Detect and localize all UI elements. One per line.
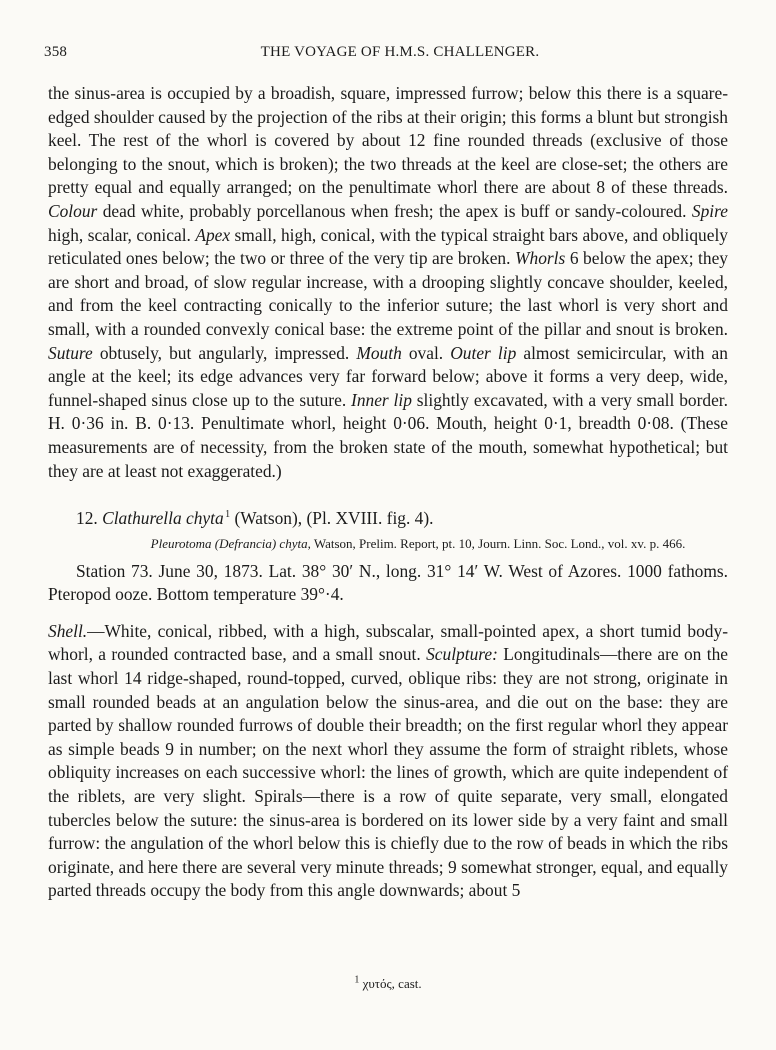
colour-label: Colour <box>48 200 98 221</box>
shell-description <box>48 620 728 903</box>
body-text <box>48 82 728 903</box>
colour-text: dead white, probably porcellanous when fresh; the apex is buff or sandy-coloured. <box>102 200 687 221</box>
page-number: 358 <box>44 44 68 60</box>
outer-lip-label: Outer lip <box>450 342 517 363</box>
inner-lip-label: Inner lip <box>351 389 412 410</box>
footnote-ref: 1 <box>225 509 231 521</box>
suture-text: obtusely, but angularly, impressed. <box>99 342 350 363</box>
footnote <box>0 976 776 992</box>
species-name: Clathurella chyta <box>102 508 224 529</box>
shell-text: —White, conical, ribbed, with a high, subscalar, small-pointed apex, a short tumid body-whorl, a rounded contracted base, and a small snout. <box>48 620 728 665</box>
sculpture-label: Sculpture: <box>426 644 498 665</box>
suture-label: Suture <box>48 342 93 363</box>
spire-label: Spire <box>691 200 728 221</box>
species-author: (Watson), (Pl. XVIII. fig. 4). <box>234 508 434 529</box>
running-title: THE VOYAGE OF H.M.S. CHALLENGER. <box>260 44 540 60</box>
whorls-text: 6 below the apex; they are short and broad, of slow regular increase, with a drooping slightly concave shoulder, keeled, and from the keel contracting conically to the inferior suture; the last whorl is very short and small, with a rounded convexly conical base: the extreme point of the pillar and snout is broken. <box>48 248 728 339</box>
sculpture-text: Longitudinals—there are on the last whorl 14 ridge-shaped, round-topped, curved, oblique ribs: they are not strong, originate in small rounded beads at an angulation below the sinus-area, and die out on the base: they are parted by shallow rounded furrows of double their breadth; on the first regular whorl they appear as simple beads 9 in number; on the next whorl they assume the form of straight riblets, whose obliquity increases on each successive whorl: the lines of growth, which are quite independent of the riblets, are very slight. Spirals—there is a row of quite separate, very small, elongated tubercles below the suture: the sinus-area is bordered on its lower side by a very faint and small furrow: the angulation of the whorl below this is chiefly due to the row of beads in which the ribs originate, and here there are several very minute threads; 9 somewhat stronger, equal, and equally parted threads occupy the body from this angle downwards; about 5 <box>48 644 728 901</box>
species-heading <box>48 507 728 531</box>
synonym-reference: Watson, Prelim. Report, pt. 10, Journ. Linn. Soc. Lond., vol. xv. p. 466. <box>313 535 686 551</box>
continuation-paragraph <box>48 82 728 483</box>
station-data: Station 73. June 30, 1873. Lat. 38° 30′ N., long. 31° 14′ W. West of Azores. 1000 fathoms. Pteropod ooze. Bottom temperature 39°·4. <box>48 560 728 605</box>
whorls-label: Whorls <box>515 248 566 269</box>
outer-lip-text: almost semicircular, with an angle at the keel; its edge advances very far forward below; above it forms a very deep, wide, funnel-shaped sinus close up to the suture. <box>48 342 728 410</box>
spire-text: high, scalar, conical. <box>48 224 191 245</box>
synonymy <box>48 535 728 552</box>
running-header <box>44 44 726 61</box>
inner-lip-text: slightly excavated, with a very small border. H. 0·36 in. B. 0·13. Penultimate whorl, height 0·06. Mouth, height 0·1, breadth 0·08. (These measurements are of necessity, from the broken state of the mouth, somewhat hypothetical; but they are at least not exaggerated.) <box>48 389 728 481</box>
mouth-text: oval. <box>408 342 444 363</box>
paragraph-text: the sinus-area is occupied by a broadish, square, impressed furrow; below this there is a square-edged shoulder caused by the projection of the ribs at their origin; this forms a blunt but strongish keel. The rest of the whorl is covered by about 12 fine rounded threads (exclusive of those belonging to the snout, which is broken); the two threads at the keel are close-set; the others are pretty equal and equally arranged; on the penultimate whorl there are about 8 of these threads. <box>48 83 728 198</box>
footnote-text: χυτός, cast. <box>362 976 422 991</box>
apex-label: Apex <box>195 224 231 245</box>
mouth-label: Mouth <box>356 342 402 363</box>
footnote-mark: 1 <box>354 974 360 986</box>
species-number: 12. <box>76 508 98 529</box>
synonym-name: Pleurotoma (Defrancia) chyta, <box>150 535 311 551</box>
apex-text: small, high, conical, with the typical straight bars above, and obliquely reticulated ones below; the two or three of the very tip are broken. <box>48 224 728 269</box>
shell-label: Shell. <box>48 620 88 641</box>
